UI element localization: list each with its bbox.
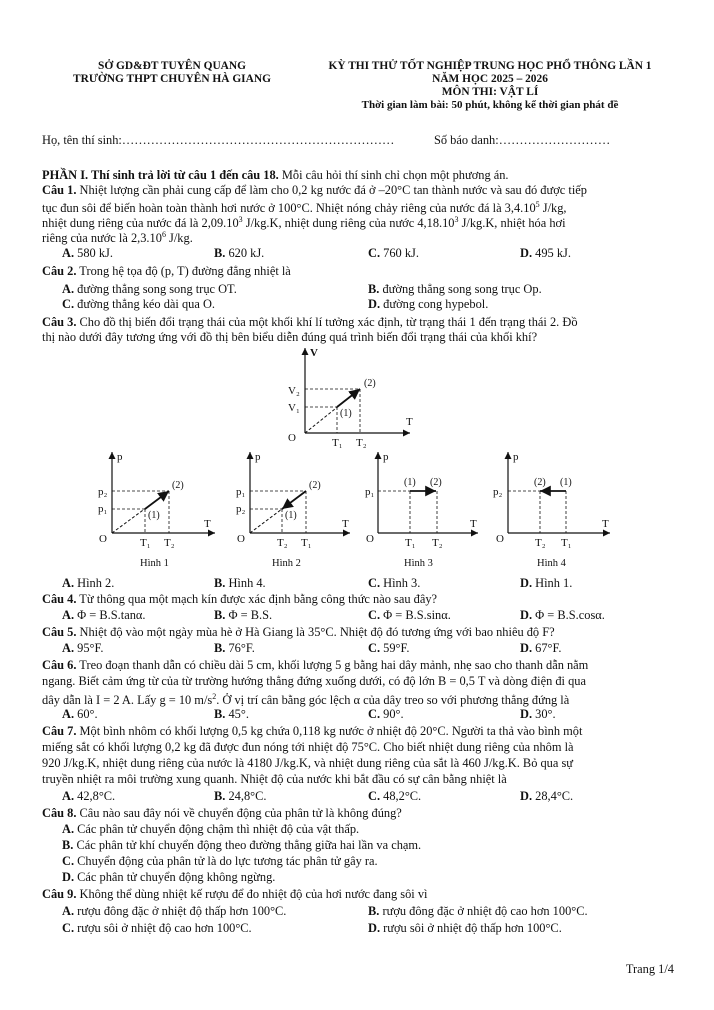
q6-option-d[interactable]: D. 30°.	[520, 707, 556, 721]
caption-hinh-1: Hình 1	[140, 558, 169, 569]
q6-option-a[interactable]: A. 60°.	[62, 707, 98, 721]
q6-option-c[interactable]: C. 90°.	[368, 707, 404, 721]
q3-option-d[interactable]: D. Hình 1.	[520, 576, 573, 590]
svg-text:p: p	[383, 451, 389, 463]
svg-text:p₂: p₂	[236, 503, 246, 515]
q4-text: Câu 4. Từ thông qua một mạch kín được xác định bằng công thức nào sau đây?	[42, 592, 438, 606]
q4-option-a[interactable]: A. Φ = B.S.tanα.	[62, 608, 146, 622]
svg-text:(2): (2)	[534, 477, 546, 488]
svg-text:p₂: p₂	[98, 486, 108, 498]
q9-option-d[interactable]: D. rượu sôi ở nhiệt độ thấp hơn 100°C.	[368, 921, 562, 935]
svg-text:(2): (2)	[172, 480, 184, 491]
svg-text:O: O	[366, 533, 374, 545]
caption-hinh-3: Hình 3	[404, 558, 433, 569]
q3-option-c[interactable]: C. Hình 3.	[368, 576, 421, 590]
svg-text:T₁: T₁	[405, 537, 416, 549]
svg-text:T₂: T₂	[164, 537, 175, 549]
exam-duration: Thời gian làm bài: 50 phút, không kể thời gian phát đề	[361, 99, 619, 111]
q2-option-b[interactable]: B. đường thẳng song song trục Op.	[368, 282, 542, 296]
q7-option-b[interactable]: B. 24,8°C.	[214, 789, 267, 803]
subject: MÔN THI: VẬT LÍ	[441, 86, 539, 98]
svg-text:O: O	[496, 533, 504, 545]
school-year: NĂM HỌC 2025 – 2026	[432, 73, 548, 85]
main-v2-label: V₂	[288, 385, 300, 397]
main-state1-label: (1)	[340, 408, 352, 419]
q1-option-c[interactable]: C. 760 kJ.	[368, 246, 419, 260]
svg-text:T: T	[602, 518, 609, 530]
svg-text:p: p	[117, 451, 123, 463]
svg-text:(1): (1)	[148, 510, 160, 521]
svg-text:(2): (2)	[309, 480, 321, 491]
figure-hinh-4	[493, 451, 610, 549]
q4-option-d[interactable]: D. Φ = B.S.cosα.	[520, 608, 605, 622]
main-t1-label: T₁	[332, 437, 343, 449]
q1-option-d[interactable]: D. 495 kJ.	[520, 246, 571, 260]
q8-option-d[interactable]: D. Các phân tử chuyển động không ngừng.	[62, 870, 276, 884]
caption-hinh-4: Hình 4	[537, 558, 566, 569]
svg-text:(1): (1)	[560, 477, 572, 488]
main-vt-graph	[288, 347, 413, 449]
main-t2-label: T₂	[356, 437, 367, 449]
q2-option-c[interactable]: C. đường thẳng kéo dài qua O.	[62, 297, 215, 311]
q6-option-b[interactable]: B. 45°.	[214, 707, 249, 721]
q2-text: Câu 2. Trong hệ tọa độ (p, T) đường đẳng nhiệt là	[42, 264, 291, 278]
school-department: SỞ GD&ĐT TUYÊN QUANG	[98, 60, 246, 72]
svg-text:(1): (1)	[404, 477, 416, 488]
q7-option-a[interactable]: A. 42,8°C.	[62, 789, 116, 803]
q7-option-c[interactable]: C. 48,2°C.	[368, 789, 422, 803]
q9-option-b[interactable]: B. rượu đông đặc ở nhiệt độ cao hơn 100°C.	[368, 904, 588, 918]
q5-option-b[interactable]: B. 76°F.	[214, 641, 255, 655]
page-number: Trang 1/4	[625, 962, 674, 976]
main-x-axis-label: T	[406, 416, 413, 428]
svg-text:O: O	[99, 533, 107, 545]
svg-text:p: p	[513, 451, 519, 463]
q5-option-d[interactable]: D. 67°F.	[520, 641, 562, 655]
figure-hinh-2	[236, 451, 350, 549]
svg-text:T: T	[342, 518, 349, 530]
main-origin-label: O	[288, 432, 296, 444]
q8-option-b[interactable]: B. Các phân tử khí chuyển động theo đường thẳng giữa hai lần va chạm.	[62, 838, 422, 852]
q4-option-c[interactable]: C. Φ = B.S.sinα.	[368, 608, 451, 622]
candidate-name-field: Họ, tên thí sinh:…………………………………………………………	[42, 133, 395, 147]
school-name: TRƯỜNG THPT CHUYÊN HÀ GIANG	[73, 73, 271, 85]
svg-text:p₂: p₂	[493, 486, 503, 498]
svg-text:T₁: T₁	[561, 537, 572, 549]
q6-text: Câu 6. Treo đoạn thanh dẫn có chiều dài 5 cm, khối lượng 5 g bằng hai dây mảnh, nhẹ sao cho thanh dẫn nằm	[42, 658, 589, 672]
svg-text:T₁: T₁	[140, 537, 151, 549]
q1-option-a[interactable]: A. 580 kJ.	[62, 246, 113, 260]
q8-text: Câu 8. Câu nào sau đây nói về chuyển động của phân tử là không đúng?	[42, 806, 402, 820]
exam-title: KỲ THI THỬ TỐT NGHIỆP TRUNG HỌC PHỔ THÔNG LẦN 1	[328, 60, 652, 72]
svg-text:T₂: T₂	[432, 537, 443, 549]
q3-text: Câu 3. Cho đồ thị biến đổi trạng thái của một khối khí lí tưởng xác định, từ trạng thái 1 đến trạng thái 2. Đồ	[42, 315, 578, 329]
svg-text:p₁: p₁	[365, 486, 375, 498]
q7-option-d[interactable]: D. 28,4°C.	[520, 789, 574, 803]
q3-option-b[interactable]: B. Hình 4.	[214, 576, 266, 590]
q7-text: Câu 7. Một bình nhôm có khối lượng 0,5 kg chứa 0,118 kg nước ở nhiệt độ 20°C. Người ta thả vào bình một	[42, 724, 583, 738]
main-v1-label: V₁	[288, 402, 300, 414]
part1-heading: PHẦN I. Thí sinh trả lời từ câu 1 đến câu 18. Mỗi câu hỏi thí sinh chỉ chọn một phương án.	[42, 168, 509, 182]
q1-option-b[interactable]: B. 620 kJ.	[214, 246, 265, 260]
q9-text: Câu 9. Không thể dùng nhiệt kế rượu để đo nhiệt độ của hơi nước đang sôi vì	[42, 887, 428, 901]
q9-option-a[interactable]: A. rượu đông đặc ở nhiệt độ thấp hơn 100°C.	[62, 904, 287, 918]
q3-figures	[0, 340, 714, 580]
caption-hinh-2: Hình 2	[272, 558, 301, 569]
q9-option-c[interactable]: C. rượu sôi ở nhiệt độ cao hơn 100°C.	[62, 921, 252, 935]
q8-option-a[interactable]: A. Các phân tử chuyển động chậm thì nhiệt độ của vật thấp.	[62, 822, 360, 836]
svg-text:(2): (2)	[430, 477, 442, 488]
q5-option-a[interactable]: A. 95°F.	[62, 641, 104, 655]
figure-hinh-1	[98, 451, 215, 549]
svg-text:O: O	[237, 533, 245, 545]
svg-text:p₁: p₁	[98, 503, 108, 515]
svg-text:(1): (1)	[285, 510, 297, 521]
q2-option-a[interactable]: A. đường thẳng song song trục OT.	[62, 282, 237, 296]
svg-text:p₁: p₁	[236, 486, 246, 498]
figure-hinh-3	[365, 451, 478, 549]
svg-text:T: T	[470, 518, 477, 530]
q1-text: Câu 1. Nhiệt lượng cần phải cung cấp để làm cho 0,2 kg nước đá ở –20°C tan thành nước và sau đó được tiếp	[42, 183, 587, 197]
q4-option-b[interactable]: B. Φ = B.S.	[214, 608, 273, 622]
q2-option-d[interactable]: D. đường cong hypebol.	[368, 297, 489, 311]
svg-text:p: p	[255, 451, 261, 463]
q8-option-c[interactable]: C. Chuyển động của phân tử là do lực tương tác phân tử gây ra.	[62, 854, 378, 868]
svg-text:T₂: T₂	[535, 537, 546, 549]
main-state2-label: (2)	[364, 378, 376, 389]
svg-text:T: T	[204, 518, 211, 530]
q5-option-c[interactable]: C. 59°F.	[368, 641, 410, 655]
svg-text:T₂: T₂	[277, 537, 288, 549]
svg-text:T₁: T₁	[301, 537, 312, 549]
main-y-axis-label: V	[310, 347, 318, 359]
candidate-id-field: Số báo danh:………………………	[434, 133, 611, 147]
q3-option-a[interactable]: A. Hình 2.	[62, 576, 115, 590]
q5-text: Câu 5. Nhiệt độ vào một ngày mùa hè ở Hà Giang là 35°C. Nhiệt độ đó tương ứng với bao nhiêu độ F?	[42, 625, 555, 639]
